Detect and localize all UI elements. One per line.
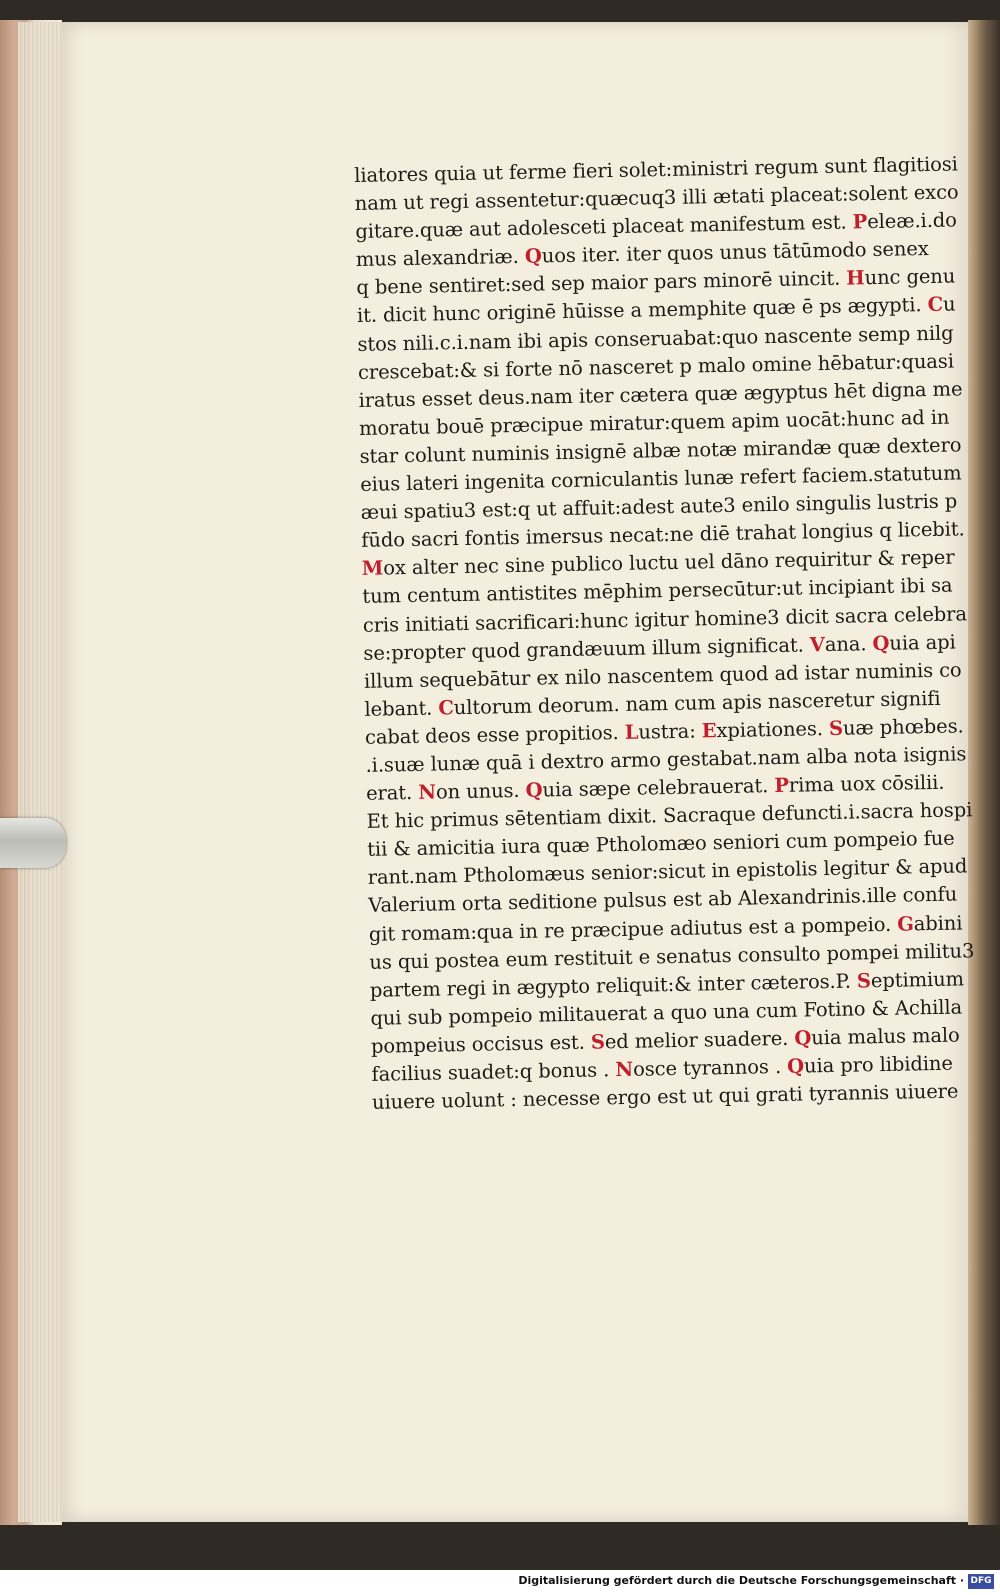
- footer-bar: [0, 1570, 1000, 1595]
- text-segment: erat.: [365, 780, 419, 805]
- text-segment: uiuere uolunt : necesse ergo est ut qui grati tyrannis uiuere: [371, 1079, 959, 1114]
- rubricated-initial: N: [418, 780, 437, 804]
- text-segment: git romam:qua in re præcipue adiutus est a pompeio.: [368, 912, 898, 946]
- rubricated-initial: S: [856, 968, 872, 993]
- text-segment: uia pro libidine: [803, 1051, 954, 1078]
- text-segment: tii & amicitia iura quæ Ptholomæo seniori cum pompeio fue: [366, 826, 955, 862]
- text-segment: eius lateri ingenita corniculantis lunæ refert faciem.statutum: [359, 461, 962, 496]
- text-block: [354, 151, 975, 1117]
- rubricated-initial: Q: [525, 778, 543, 802]
- text-segment: ana.: [824, 631, 873, 656]
- text-segment: cris initiati sacrificari:hunc igitur homine3 dicit sacra celebra: [362, 601, 968, 637]
- rubricated-initial: P: [774, 773, 790, 798]
- text-segment: moratu bouē præcipue miratur:quem apim uocāt:hunc ad in: [358, 405, 950, 440]
- text-segment: facilius suadet:q bonus .: [371, 1058, 616, 1086]
- text-segment: osce tyrannos .: [632, 1054, 788, 1081]
- text-segment: rima uox cōsilii.: [788, 770, 945, 797]
- text-segment: mus alexandriæ.: [355, 245, 526, 272]
- footer-credit: Digitalisierung gefördert durch die Deutsche Forschungsgemeinschaft ·: [518, 1574, 964, 1587]
- rubricated-initial: E: [701, 719, 717, 743]
- dfg-logo: DFG: [968, 1574, 994, 1589]
- text-segment: on unus.: [435, 778, 526, 804]
- rubricated-initial: H: [846, 266, 865, 290]
- rubricated-initial: V: [809, 632, 826, 656]
- text-segment: tum centum antistites mēphim persecūtur:ut incipiant ibi sa: [362, 573, 953, 609]
- text-segment: qui sub pompeio militauerat a quo una cum Fotino & Achilla: [370, 995, 963, 1030]
- text-segment: abini: [913, 910, 963, 935]
- text-segment: eptimium: [870, 967, 965, 992]
- text-segment: uos iter. iter quos unus tātūmodo senex: [541, 237, 929, 268]
- rubricated-initial: C: [438, 695, 455, 720]
- text-segment: illum sequebātur ex nilo nascentem quod ad istar numinis co: [363, 658, 962, 693]
- text-segment: uia malus malo: [811, 1023, 960, 1050]
- text-segment: stos nili.c.i.nam ibi apis conseruabat:quo nascente semp nilg: [357, 321, 954, 356]
- text-segment: nam ut regi assentetur:quæcuq3 illi ætati placeat:solent exco: [354, 180, 959, 216]
- text-segment: Et hic primus sētentiam dixit. Sacraque defuncti.i.sacra hospi: [366, 798, 973, 834]
- rubricated-initial: M: [361, 556, 384, 581]
- text-segment: u: [942, 292, 956, 317]
- text-segment: ultorum deorum. nam cum apis nasceretur signifi: [453, 686, 941, 719]
- text-segment: se:propter quod grandæuum illum significat.: [363, 632, 811, 665]
- text-segment: eleæ.i.do: [867, 208, 958, 234]
- text-segment: uæ phœbes.: [842, 714, 964, 740]
- rubricated-initial: P: [852, 210, 868, 234]
- rubricated-initial: Q: [872, 631, 890, 655]
- page-clip: [0, 818, 66, 868]
- rubricated-initial: G: [896, 911, 914, 936]
- text-segment: rant.nam Ptholomæus senior:sicut in epistolis legitur & apud: [367, 854, 968, 890]
- book-fore-edge: [968, 20, 1000, 1525]
- text-segment: uia sæpe celebrauerat.: [542, 774, 775, 802]
- text-segment: it. dicit hunc originē hūisse a memphite quæ ē ps ægypti.: [356, 293, 928, 328]
- text-segment: crescebat:& si forte nō nasceret p malo omine hēbatur:quasi: [357, 349, 955, 384]
- text-segment: ed melior suadere.: [604, 1026, 795, 1054]
- rubricated-initial: N: [615, 1057, 634, 1082]
- text-segment: ox alter nec sine publico luctu uel dāno requiritur & reper: [383, 545, 955, 580]
- text-segment: æui spatiu3 est:q ut affuit:adest aute3 enilo singulis lustris p: [360, 489, 958, 525]
- text-segment: ustra:: [638, 719, 702, 744]
- text-segment: star colunt numinis insignē albæ notæ mirandæ quæ dextero: [359, 433, 962, 468]
- rubricated-initial: Q: [786, 1054, 805, 1078]
- text-segment: Valerium orta seditione pulsus est ab Alexandrinis.ille confu: [368, 882, 958, 918]
- text-segment: lebant.: [364, 696, 439, 721]
- text-segment: liatores quia ut ferme fieri solet:ministri regum sunt flagitiosi: [354, 152, 959, 187]
- rubricated-initial: S: [828, 716, 844, 740]
- rubricated-initial: S: [590, 1030, 606, 1054]
- text-segment: .i.suæ lunæ quā i dextro armo gestabat.nam alba nota isignis: [365, 742, 967, 777]
- text-segment: partem regi in ægypto reliquit:& inter cæteros.P.: [369, 969, 858, 1002]
- rubricated-initial: L: [624, 720, 639, 744]
- text-segment: uia api: [889, 630, 956, 655]
- rubricated-initial: C: [927, 293, 944, 317]
- text-segment: pompeius occisus est.: [370, 1030, 592, 1058]
- text-segment: fūdo sacri fontis imersus necat:ne diē trahat longius q licebit.: [361, 517, 965, 553]
- rubricated-initial: Q: [524, 244, 542, 269]
- page-edges: [18, 22, 64, 1522]
- text-segment: xpiationes.: [716, 716, 830, 743]
- rubricated-initial: Q: [794, 1026, 812, 1050]
- text-segment: q bene sentiret:sed sep maior pars minorē uincit.: [356, 266, 847, 300]
- text-segment: iratus esset deus.nam iter cætera quæ ægyptus hēt digna me: [358, 377, 963, 412]
- text-segment: us qui postea eum restituit e senatus consulto pompei militu3: [369, 938, 975, 974]
- text-segment: unc genu: [864, 264, 956, 290]
- text-segment: gitare.quæ aut adolesceti placeat manifestum est.: [355, 210, 853, 244]
- text-segment: cabat deos esse propitios.: [364, 720, 625, 749]
